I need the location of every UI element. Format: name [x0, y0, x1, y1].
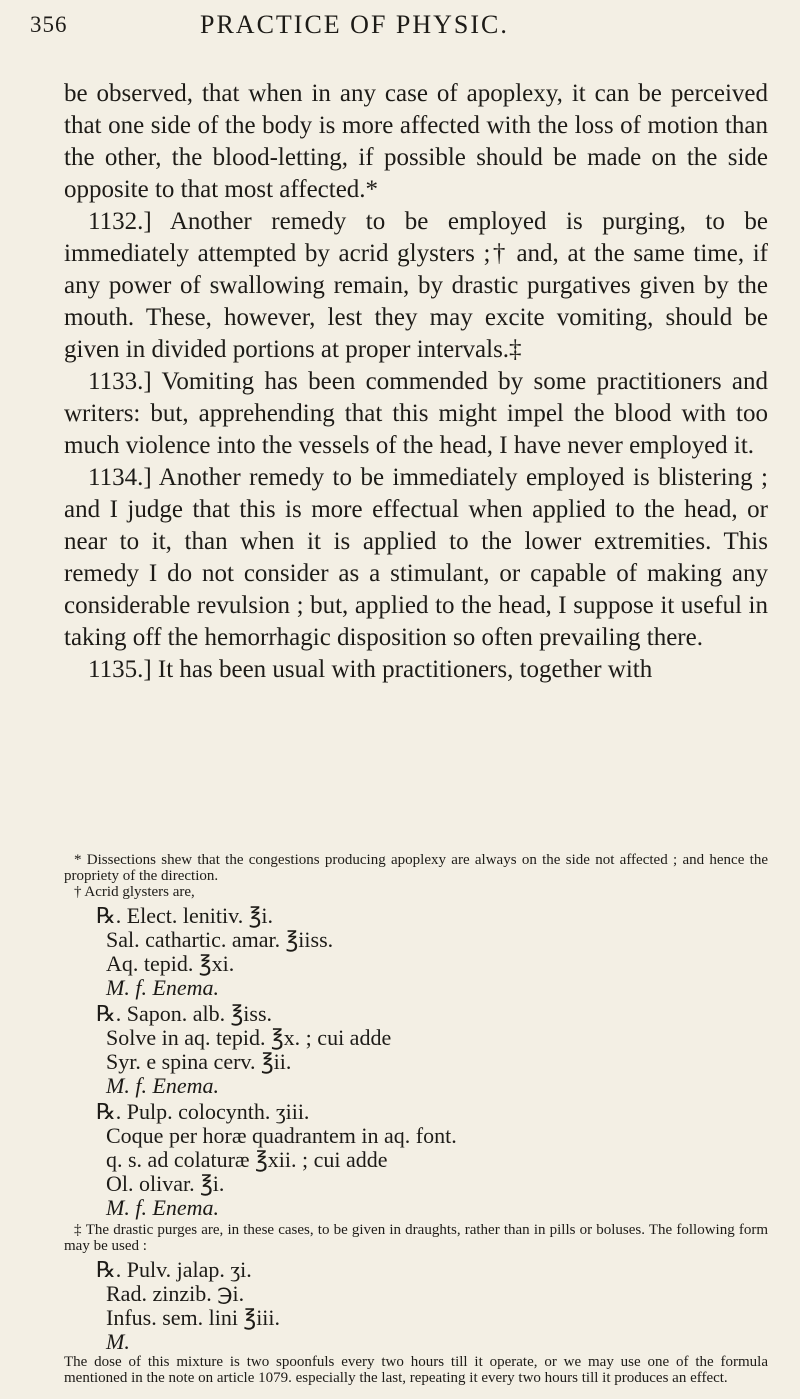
- rx-line: Syr. e spina cerv. ℥ii.: [106, 1049, 292, 1074]
- footnote-ddagger-text: ‡ The drastic purges are, in these cases, to be given in draughts, rather than in pills or boluses. The following form may be used :: [64, 1222, 768, 1254]
- rx-line: M. f. Enema.: [106, 1195, 220, 1220]
- rx-line: Sal. cathartic. amar. ℥iiss.: [106, 927, 334, 952]
- rx-line: Ol. olivar. ℥i.: [106, 1171, 225, 1196]
- running-title: PRACTICE OF PHYSIC.: [200, 10, 509, 39]
- paragraph: be observed, that when in any case of apoplexy, it can be perceived that one side of the body is more affected with the loss of motion than the other, the blood-letting, if possible should be made on the side opposite to that most affected.*: [64, 80, 768, 203]
- rx-line: ℞. Sapon. alb. ℥iss.: [96, 1001, 273, 1026]
- footnote-star: [64, 852, 768, 900]
- rx-line: ℞. Pulv. jalap. ʒi.: [96, 1257, 252, 1282]
- prescription-1: [64, 904, 768, 1000]
- rx-line: Solve in aq. tepid. ℥x. ; cui adde: [106, 1025, 392, 1050]
- rx-line: Rad. zinzib. ℈i.: [106, 1281, 245, 1306]
- paragraph-1135: 1135.] It has been usual with practitioners, together with: [88, 656, 653, 683]
- paragraph-1132: 1132.] Another remedy to be employed is purging, to be immediately attempted by acrid glysters ;† and, at the same time, if any power of swallowing remain, by drastic purgatives given by the mouth. These, however, lest they may excite vomiting, should be given in divided portions at proper intervals.‡: [64, 208, 768, 363]
- rx-line: ℞. Elect. lenitiv. ℥i.: [96, 903, 274, 928]
- rx-line: Coque per horæ quadrantem in aq. font.: [106, 1123, 457, 1148]
- rx-line: Aq. tepid. ℥xi.: [106, 951, 235, 976]
- paragraph-1134: 1134.] Another remedy to be immediately employed is blistering ; and I judge that this is more effectual when applied to the head, or near to it, than when it is applied to the lower extremities. This remedy I do not consider as a stimulant, or capable of making any considerable revulsion ; but, applied to the head, I suppose it useful in taking off the hemorrhagic disposition so often prevailing there.: [64, 464, 768, 651]
- footnote-ddagger: [64, 1222, 768, 1254]
- paragraph-1133: 1133.] Vomiting has been commended by some practitioners and writers: but, apprehending that this might impel the blood with too much violence into the vessels of the head, I have never employed it.: [64, 368, 768, 459]
- footnote-closing-text: The dose of this mixture is two spoonfuls every two hours till it operate, or we may use one of the formula mentioned in the note on article 1079. especially the last, repeating it every two hours till it produces an effect.: [64, 1354, 768, 1386]
- rx-line: M. f. Enema.: [106, 1073, 220, 1098]
- rx-line: Infus. sem. lini ℥iii.: [106, 1305, 281, 1330]
- page-number: 356: [30, 12, 68, 37]
- footnote-dagger-text: † Acrid glysters are,: [74, 884, 195, 900]
- footnote-star-text: * Dissections shew that the congestions producing apoplexy are always on the side not affected ; and hence the propriety of the direction.: [64, 852, 768, 884]
- rx-line: ℞. Pulp. colocynth. ʒiii.: [96, 1099, 310, 1124]
- footnote-closing: [64, 1354, 768, 1386]
- rx-line: M. f. Enema.: [106, 975, 220, 1000]
- prescription-4: [64, 1258, 768, 1354]
- rx-line: M.: [106, 1329, 130, 1354]
- rx-line: q. s. ad colaturæ ℥xii. ; cui adde: [106, 1147, 388, 1172]
- prescription-3: [64, 1100, 768, 1220]
- prescription-2: [64, 1002, 768, 1098]
- main-text: [64, 78, 768, 686]
